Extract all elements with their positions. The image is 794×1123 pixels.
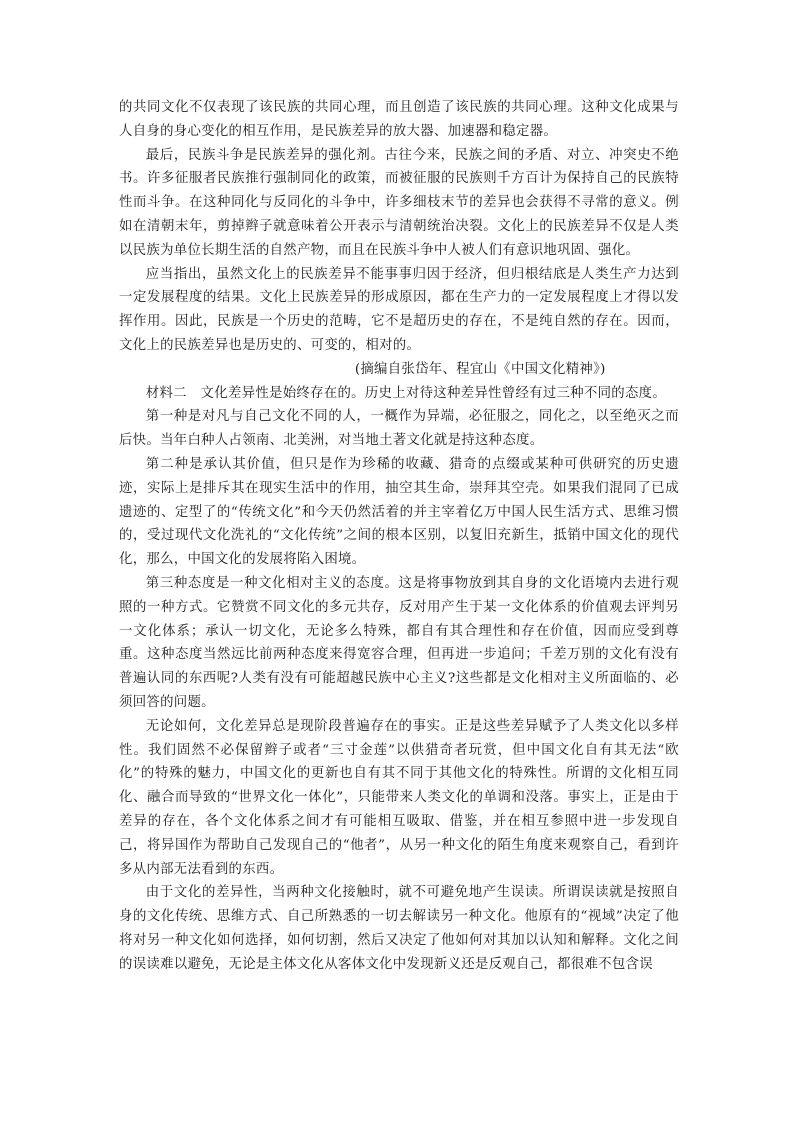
paragraph-1: 的共同文化不仅表现了该民族的共同心理，而且创造了该民族的共同心理。这种文化成果与人自身的身心变化的相互作用，是民族差异的放大器、加速器和稳定器。 [119,100,679,139]
paragraph-diversity: 无论如何，文化差异总是现阶段普遍存在的事实。正是这些差异赋予了人类文化以多样性。我们固然不必保留辫子或者“三寸金莲”以供猎奇者玩赏，但中国文化自有其无法“欧化”的特殊的魅力，中国文化的更新也自有其不同于其他文化的特殊性。所谓的文化相互同化、融合而导致的“世界文化一体化”，只能带来人类文化的单调和没落。事实上，正是由于差异的存在，各个文化体系之间才有可能相互吸取、借鉴，并在相互参照中进一步发现自己，将异国作为帮助自己发现自己的“他者”，从另一种文化的陌生角度来观察自己，看到许多从内部无法看到的东西。 [119,718,679,877]
paragraph-3: 应当指出，虽然文化上的民族差异不能事事归因于经济，但归根结底是人类生产力达到一定发展程度的结果。文化上民族差异的形成原因，都在生产力的一定发展程度上才得以发挥作用。因此，民族是一个历史的范畴，它不是超历史的存在，不是纯自然的存在。因而，文化上的民族差异也是历史的、可变的，相对的。 [119,266,679,353]
paragraph-misreading: 由于文化的差异性，当两种文化接触时，就不可避免地产生误读。所谓误读就是按照自身的文化传统、思维方式、自己所熟悉的一切去解读另一种文化。他原有的“视域”决定了他将对另一种文化如何选择，如何切割，然后又决定了他如何对其加以认知和解释。文化之间的误读难以避免，无论是主体文化从客体文化中发现新义还是反观自己，都很难不包含误 [119,885,679,972]
material-two-intro: 材料二 文化差异性是始终存在的。历史上对待这种差异性曾经有过三种不同的态度。 [145,385,667,401]
paragraph-attitude-two: 第二种是承认其价值，但只是作为珍稀的收藏、猎奇的点缀或某种可供研究的历史遗迹，实际上是排斥其在现实生活中的作用，抽空其生命，崇拜其空壳。如果我们混同了已成遗迹的、定型了的“传统文化”和今天仍然活着的并主宰着亿万中国人民生活方式、思维习惯的，受过现代文化洗礼的“文化传统”之间的根本区别，以复旧充新生，抵销中国文化的现代化，那么，中国文化的发展将陷入困境。 [119,456,679,568]
paragraph-attitude-three: 第三种态度是一种文化相对主义的态度。这是将事物放到其自身的文化语境内去进行观照的一种方式。它赞赏不同文化的多元共存，反对用产生于某一文化体系的价值观去评判另一文化体系；承认一切文化，无论多么特殊，都自有其合理性和存在价值，因而应受到尊重。这种态度当然远比前两种态度来得宽容合理，但再进一步追问；千差万别的文化有没有普遍认同的东西呢?人类有没有可能超越民族中心主义?这些都是文化相对主义所面临的、必须回答的问题。 [119,575,679,710]
paragraph-attitude-one: 第一种是对凡与自己文化不同的人，一概作为异端，必征服之，同化之，以至绝灭之而后快。当年白种人占领南、北美洲，对当地土著文化就是持这种态度。 [119,409,679,449]
source-citation: (摘编自张岱年、程宜山《中国文化精神》) [354,361,606,377]
paragraph-2: 最后，民族斗争是民族差异的强化剂。古往今来，民族之间的矛盾、对立、冲突史不绝书。许多征服者民族推行强制同化的政策，而被征服的民族则千方百计为保持自己的民族特性而斗争。在这种同化与反同化的斗争中，许多细枝末节的差异也会获得不寻常的意义。例如在清朝末年，剪掉辫子就意味着公开表示与清朝统治决裂。文化上的民族差异不仅是人类以民族为单位长期生活的自然产物，而且在民族斗争中人被人们有意识地巩固、强化。 [119,147,679,258]
document-page [119,96,679,976]
